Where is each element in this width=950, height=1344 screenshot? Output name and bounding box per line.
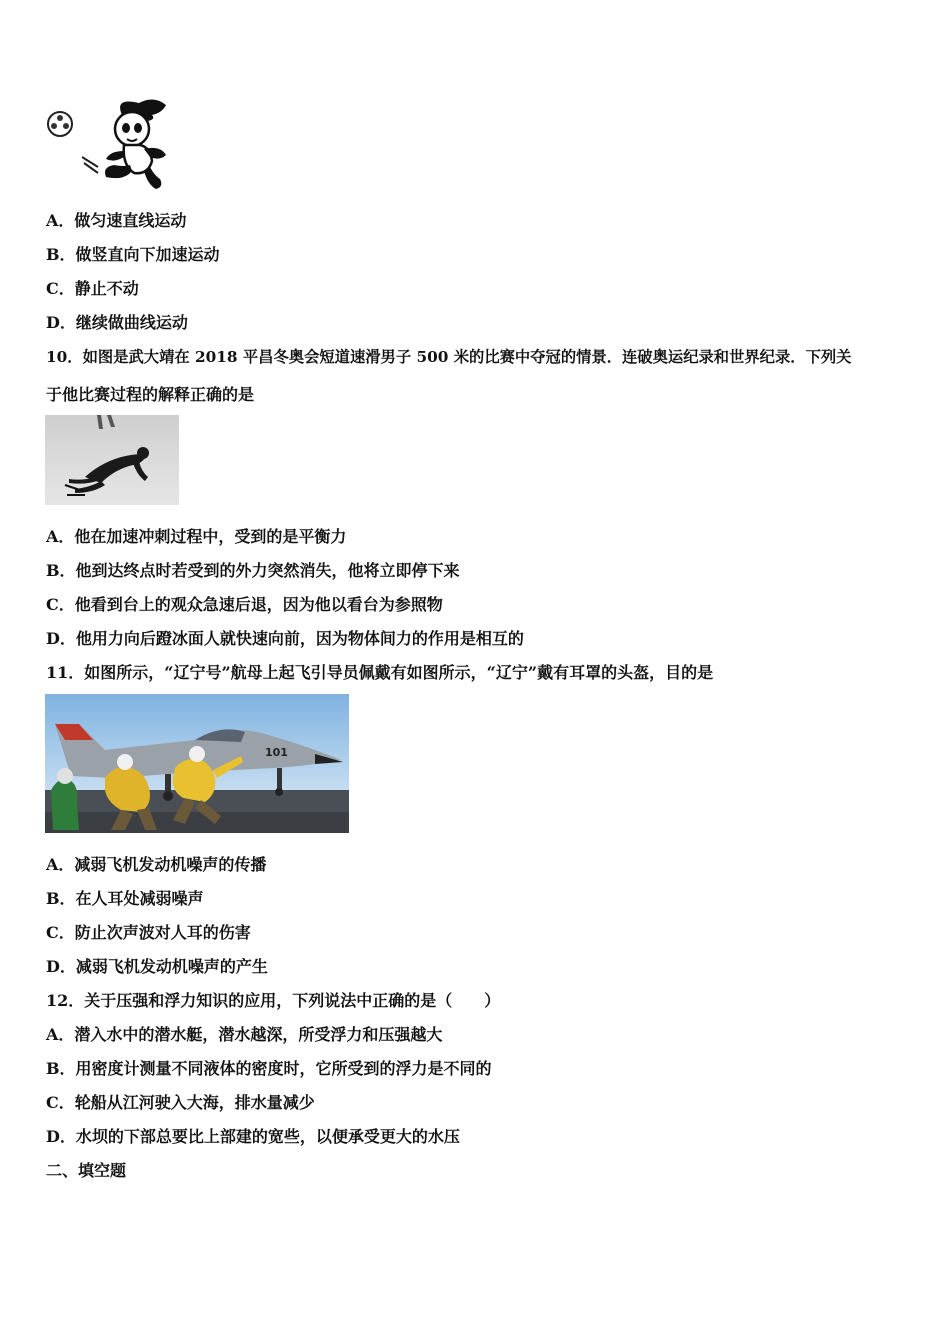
q12-option-c: C．轮船从江河驶入大海，排水量减少 xyxy=(46,1093,315,1112)
q9-option-c: C．静止不动 xyxy=(46,279,139,298)
q11-option-b: B．在人耳处减弱噪声 xyxy=(46,889,204,908)
q9-option-b: B．做竖直向下加速运动 xyxy=(46,245,220,264)
q12-option-d: D．水坝的下部总要比上部建的宽些，以便承受更大的水压 xyxy=(46,1127,460,1146)
q9-option-a: A．做匀速直线运动 xyxy=(46,211,187,230)
carrier-jet-photo xyxy=(45,694,349,833)
q10-stem-line2: 于他比赛过程的解释正确的是 xyxy=(46,385,255,404)
jet-number: 101 xyxy=(265,746,288,759)
q11-option-a: A．减弱飞机发动机噪声的传播 xyxy=(46,855,267,874)
q12-option-b: B．用密度计测量不同液体的密度时，它所受到的浮力是不同的 xyxy=(46,1059,492,1078)
q9-option-d: D．继续做曲线运动 xyxy=(46,313,188,332)
q10-option-b: B．他到达终点时若受到的外力突然消失，他将立即停下来 xyxy=(46,561,460,580)
q10-option-a: A．他在加速冲刺过程中，受到的是平衡力 xyxy=(46,527,347,546)
mascot-football-figure xyxy=(44,95,174,195)
q10-stem-line1: 10．如图是武大靖在 2018 平昌冬奥会短道速滑男子 500 米的比赛中夺冠的情景．连破奥运纪录和世界纪录．下列关 xyxy=(46,348,852,366)
q10-option-d: D．他用力向后蹬冰面人就快速向前，因为物体间力的作用是相互的 xyxy=(46,629,524,648)
q11-option-d: D．减弱飞机发动机噪声的产生 xyxy=(46,957,268,976)
q12-stem: 12．关于压强和浮力知识的应用，下列说法中正确的是（ ） xyxy=(46,991,501,1010)
section-title-fill-in: 二、填空题 xyxy=(46,1161,127,1180)
q10-option-c: C．他看到台上的观众急速后退，因为他以看台为参照物 xyxy=(46,595,443,614)
q11-stem: 11．如图所示，“辽宁号”航母上起飞引导员佩戴有如图所示，“辽宁”戴有耳罩的头盔，目的是 xyxy=(46,663,714,682)
q11-option-c: C．防止次声波对人耳的伤害 xyxy=(46,923,251,942)
speed-skater-photo xyxy=(45,415,179,505)
q12-option-a: A．潜入水中的潜水艇，潜水越深，所受浮力和压强越大 xyxy=(46,1025,443,1044)
